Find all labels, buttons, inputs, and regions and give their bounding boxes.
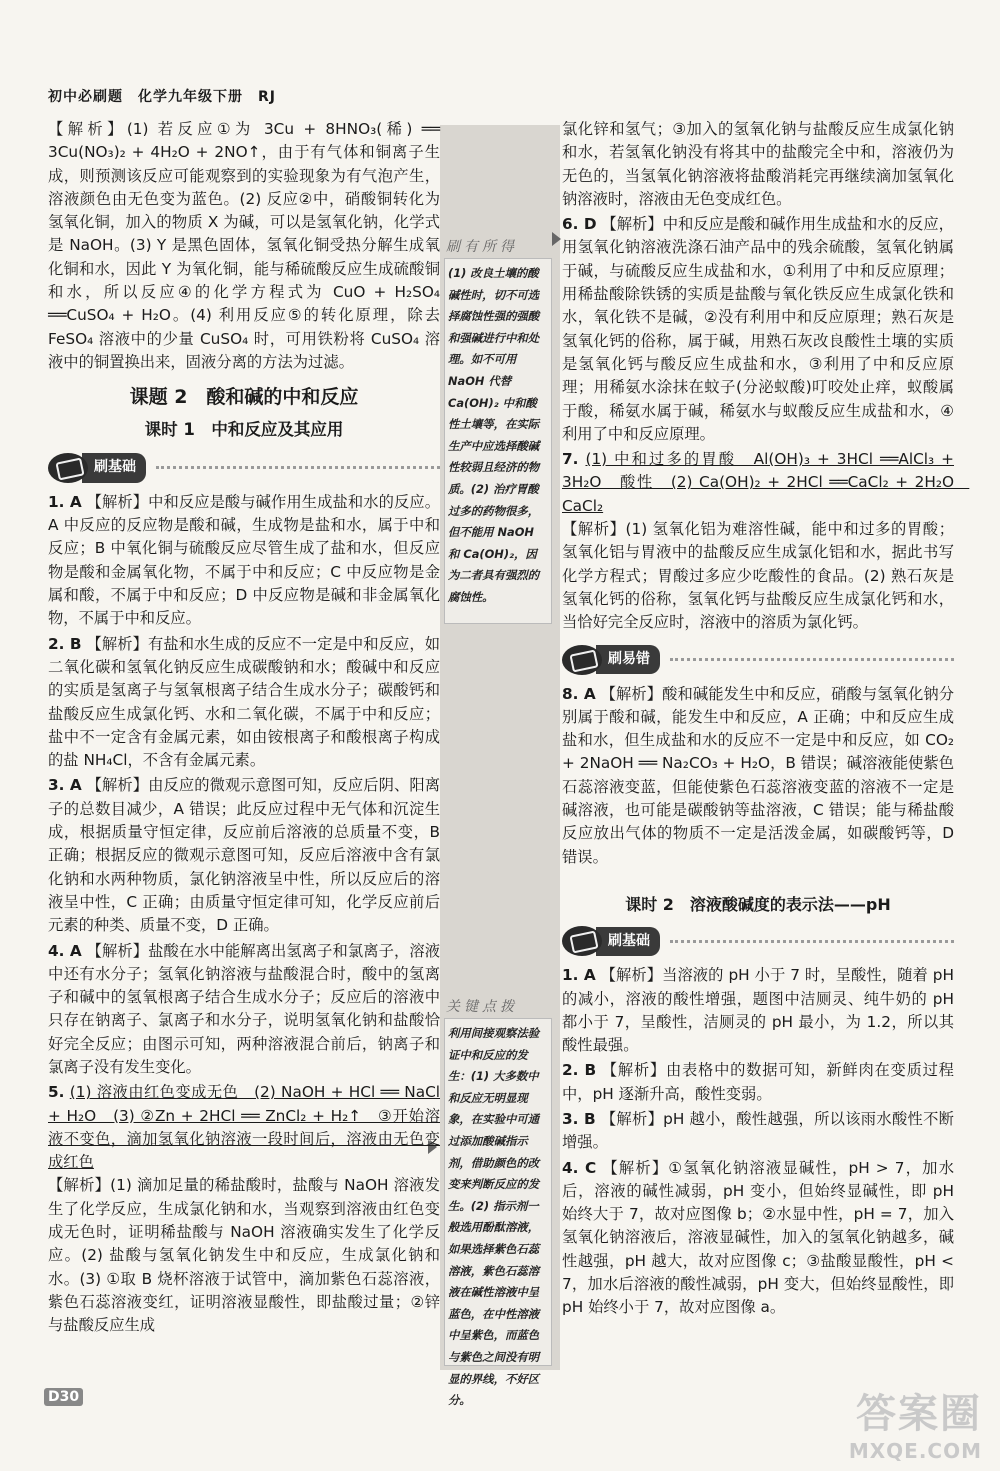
section-tag-basic [48, 453, 440, 483]
note-title-1: 刷有所得 [446, 239, 518, 255]
analysis-paragraph: 【解析】(1) 若反应①为 3Cu + 8HNO₃(稀) ══ 3Cu(NO₃)₂ + 4H₂O + 2NO↑，由于有气体和铜离子生成，则预测该反应可能观察到的实验现象为有气泡产生，溶液颜色由无色变为蓝色。(2) 反应②中，硝酸铜转化为氢氧化铜，加入的物质 X 为碱，可以是氢氧化钠，化学式是 NaOH。(3) Y 是黑色固体，氢氧化铜受热分解生成氧化铜和水，因此 Y 为氧化铜，能与稀硫酸反应生成硫酸铜和水，所以反应④的化学方程式为 CuO + H₂SO₄ ══CuSO₄ + H₂O。(4) 利用反应⑤的转化原理，除去 FeSO₄ 溶液中的少量 CuSO₄ 时，可用铁粉将 CuSO₄ 溶液中的铜置换出来，固液分离的方法为过滤。 [48, 120, 440, 371]
page-header: 初中必刷题 化学九年级下册 RJ [48, 89, 276, 105]
brush-icon [562, 926, 602, 956]
page-number: D30 [44, 1388, 83, 1406]
question-3: 3. A 【解析】由反应的微观示意图可知，反应后阴、阳离子的总数目减少，A 错误；此反应过程中无气体和沉淀生成，根据质量守恒定律，反应前后溶液的总质量不变，B 正确；根据反应的微观示意图可知，反应后溶液中含有氯化钠和水两种物质，氯化钠溶液呈中性，所以反应后的溶液呈中性，C 正确；由质量守恒定律可知，化学反应前后元素的种类、质量不变，D 正确。 [48, 776, 440, 935]
section-tag-mistakes [562, 645, 954, 675]
dotted-divider [670, 940, 954, 943]
question-p4: 4. C 【解析】①氢氧化钠溶液显碱性，pH > 7，加水后，溶液的碱性减弱，pH 变小，但始终显碱性，即 pH 始终大于 7，故对应图像 b；②水显中性，pH = 7，加入氢氧化钠溶液后，溶液显碱性，加入的氢氧化钠越多，碱性越强，pH 越大，故对应图像 c；③盐酸显酸性，pH < 7，加水后溶液的酸性减弱，pH 变大，但始终显酸性，即 pH 始终小于 7，故对应图像 a。 [562, 1158, 954, 1317]
left-column [48, 118, 440, 1338]
question-8: 8. A 【解析】酸和碱能发生中和反应，硝酸与氢氧化钠分别属于酸和碱，能发生中和反应，A 正确；中和反应生成盐和水，但生成盐和水的反应不一定是中和反应，如 CO₂ + 2NaOH ══ Na₂CO₃ + H₂O，B 错误；碱溶液能使紫色石蕊溶液变蓝，但能使紫色石蕊溶液变蓝的溶液不一定是碱溶液，也可能是碳酸钠等盐溶液，C 错误；能与稀盐酸反应放出气体的物质不一定是活泼金属，如碳酸钙等，D 错误。 [562, 684, 954, 866]
right-column [562, 118, 970, 1320]
question-7: 7. (1) 中和过多的胃酸 Al(OH)₃ + 3HCl ══AlCl₃ + 3H₂O 酸性 (2) Ca(OH)₂ + 2HCl ══CaCl₂ + 2H₂O CaCl₂ [562, 450, 970, 515]
section-label: 刷易错 [596, 645, 660, 674]
analysis-continuation: 氯化锌和氢气；③加入的氢氧化钠与盐酸反应生成氯化钠和水，若氢氧化钠没有将其中的盐酸完全中和，溶液仍为无色的，当氢氧化钠溶液将盐酸消耗完再继续滴加氢氧化钠溶液时，溶液由无色变成红色。 [562, 120, 954, 208]
watermark-url: MXQE.COM [848, 1439, 982, 1463]
question-5-analysis: 【解析】(1) 滴加足量的稀盐酸时，盐酸与 NaOH 溶液发生了化学反应，生成氯化钠和水，当观察到溶液由红色变成无色时，证明稀盐酸与 NaOH 溶液确实发生了化学反应。(2) 盐酸与氢氧化钠发生中和反应，生成氯化钠和水。(3) ①取 B 烧杯溶液于试管中，滴加紫色石蕊溶液，紫色石蕊溶液变红，证明溶液显酸性，即盐酸过量；②锌与盐酸反应生成 [48, 1176, 440, 1335]
section-tag-basic-2 [562, 926, 954, 956]
dotted-divider [670, 658, 954, 661]
brush-icon [562, 645, 602, 675]
section-label: 刷基础 [82, 453, 146, 482]
section-label: 刷基础 [596, 927, 660, 956]
question-2: 2. B 【解析】有盐和水生成的反应不一定是中和反应，如二氧化碳和氢氧化钠反应生成碳酸钠和水；酸碱中和反应的实质是氢离子与氢氧根离子结合生成水分子；碳酸钙和盐酸反应生成氯化钙、水和二氧化碳，不属于中和反应；盐中不一定含有金属元素，如由铵根离子和酸根离子构成的盐 NH₄Cl，不含有金属元素。 [48, 634, 440, 770]
question-5: 5. (1) 溶液由红色变成无色 (2) NaOH + HCl ══ NaCl + H₂O (3) ②Zn + 2HCl ══ ZnCl₂ + H₂↑ ③开始溶液不变色，滴加氢氧化钠溶液一段时间后，溶液由无色变成红色 [48, 1083, 440, 1172]
question-4: 4. A 【解析】盐酸在水中能解离出氢离子和氯离子，溶液中还有水分子；氢氧化钠溶液与盐酸混合时，酸中的氢离子和碱中的氢氧根离子结合生成水分子；反应后的溶液中只存在钠离子、氯离子和水分子，说明氢氧化钠和盐酸恰好完全反应；由图示可知，两种溶液混合前后，钠离子和氯离子没有发生变化。 [48, 941, 440, 1076]
brush-icon [48, 453, 88, 483]
dotted-divider [156, 466, 440, 469]
question-6: 6. D 【解析】中和反应是酸和碱作用生成盐和水的反应，用氢氧化钠溶液洗涤石油产品中的残余硫酸，氢氧化钠属于碱，与硫酸反应生成盐和水，①利用了中和反应原理；用稀盐酸除铁锈的实质是盐酸与氧化铁反应生成氯化铁和水，氧化铁不是碱，②没有利用中和反应原理；熟石灰是氢氧化钙的俗称，属于碱，用熟石灰改良酸性土壤的实质是氢氧化钙与酸反应生成盐和水，③利用了中和反应原理；用稀氨水涂抹在蚊子(分泌蚁酸)叮咬处止痒，蚁酸属于酸，稀氨水属于碱，稀氨水与蚁酸反应生成盐和水，④利用了中和反应原理。 [562, 215, 954, 443]
margin-note-2: 利用间接观察法验证中和反应的发生：(1) 大多数中和反应无明显现象，在实验中可通过添加酸碱指示剂，借助颜色的改变来判断反应的发生。(2) 指示剂一般选用酚酞溶液，如果选择紫色石蕊溶液，紫色石蕊溶液在碱性溶液中呈蓝色，在中性溶液中呈紫色，而蓝色与紫色之间没有明显的界线，不好区分。 [444, 1018, 552, 1366]
question-p2: 2. B 【解析】由表格中的数据可知，新鲜肉在变质过程中，pH 逐渐升高，酸性变弱。 [562, 1061, 954, 1103]
lesson-title: 课题 2 酸和碱的中和反应 [129, 386, 359, 409]
class-title: 课时 1 中和反应及其应用 [144, 419, 344, 439]
arrow-icon [552, 232, 561, 246]
question-1: 1. A 【解析】中和反应是酸与碱作用生成盐和水的反应。A 中反应的反应物是酸和碱，生成物是盐和水，属于中和反应；B 中氧化铜与硫酸反应尽管生成了盐和水，但反应物是酸和金属氧化物，不属于中和反应；C 中反应物是金属和酸，不属于中和反应；D 中反应物是碱和非金属氧化物，不属于中和反应。 [48, 492, 440, 628]
question-7-analysis: 【解析】(1) 氢氧化铝为难溶性碱，能中和过多的胃酸；氢氧化铝与胃液中的盐酸反应生成氯化铝和水，据此书写化学方程式；胃酸过多应少吃酸性的食品。(2) 熟石灰是氢氧化钙的俗称，氢氧化钙与盐酸反应生成氯化钙和水，当恰好完全反应时，溶液中的溶质为氯化钙。 [562, 520, 954, 632]
class-title-2: 课时 2 溶液酸碱度的表示法——pH [625, 894, 891, 914]
question-p3: 3. B 【解析】pH 越小，酸性越强，所以该雨水酸性不断增强。 [562, 1109, 954, 1152]
question-p1: 1. A 【解析】当溶液的 pH 小于 7 时，呈酸性，随着 pH 的减小，溶液的酸性增强，题图中洁厕灵、纯牛奶的 pH 都小于 7，呈酸性，洁厕灵的 pH 最小，为 1.2，所以其酸性最强。 [562, 966, 954, 1055]
watermark-logo: 答案圈 [856, 1391, 982, 1437]
watermark [849, 1382, 982, 1463]
margin-note-1: (1) 改良土壤的酸碱性时，切不可选择腐蚀性强的强酸和强碱进行中和处理。如不可用 NaOH 代替 Ca(OH)₂ 中和酸性土壤等，在实际生产中应选择酸碱性较弱且经济的物质。(2) 治疗胃酸过多的药物很多，但不能用 NaOH 和 Ca(OH)₂，因为二者具有强烈的腐蚀性。 [444, 258, 552, 624]
note-title-2: 关键点拨 [446, 999, 518, 1015]
